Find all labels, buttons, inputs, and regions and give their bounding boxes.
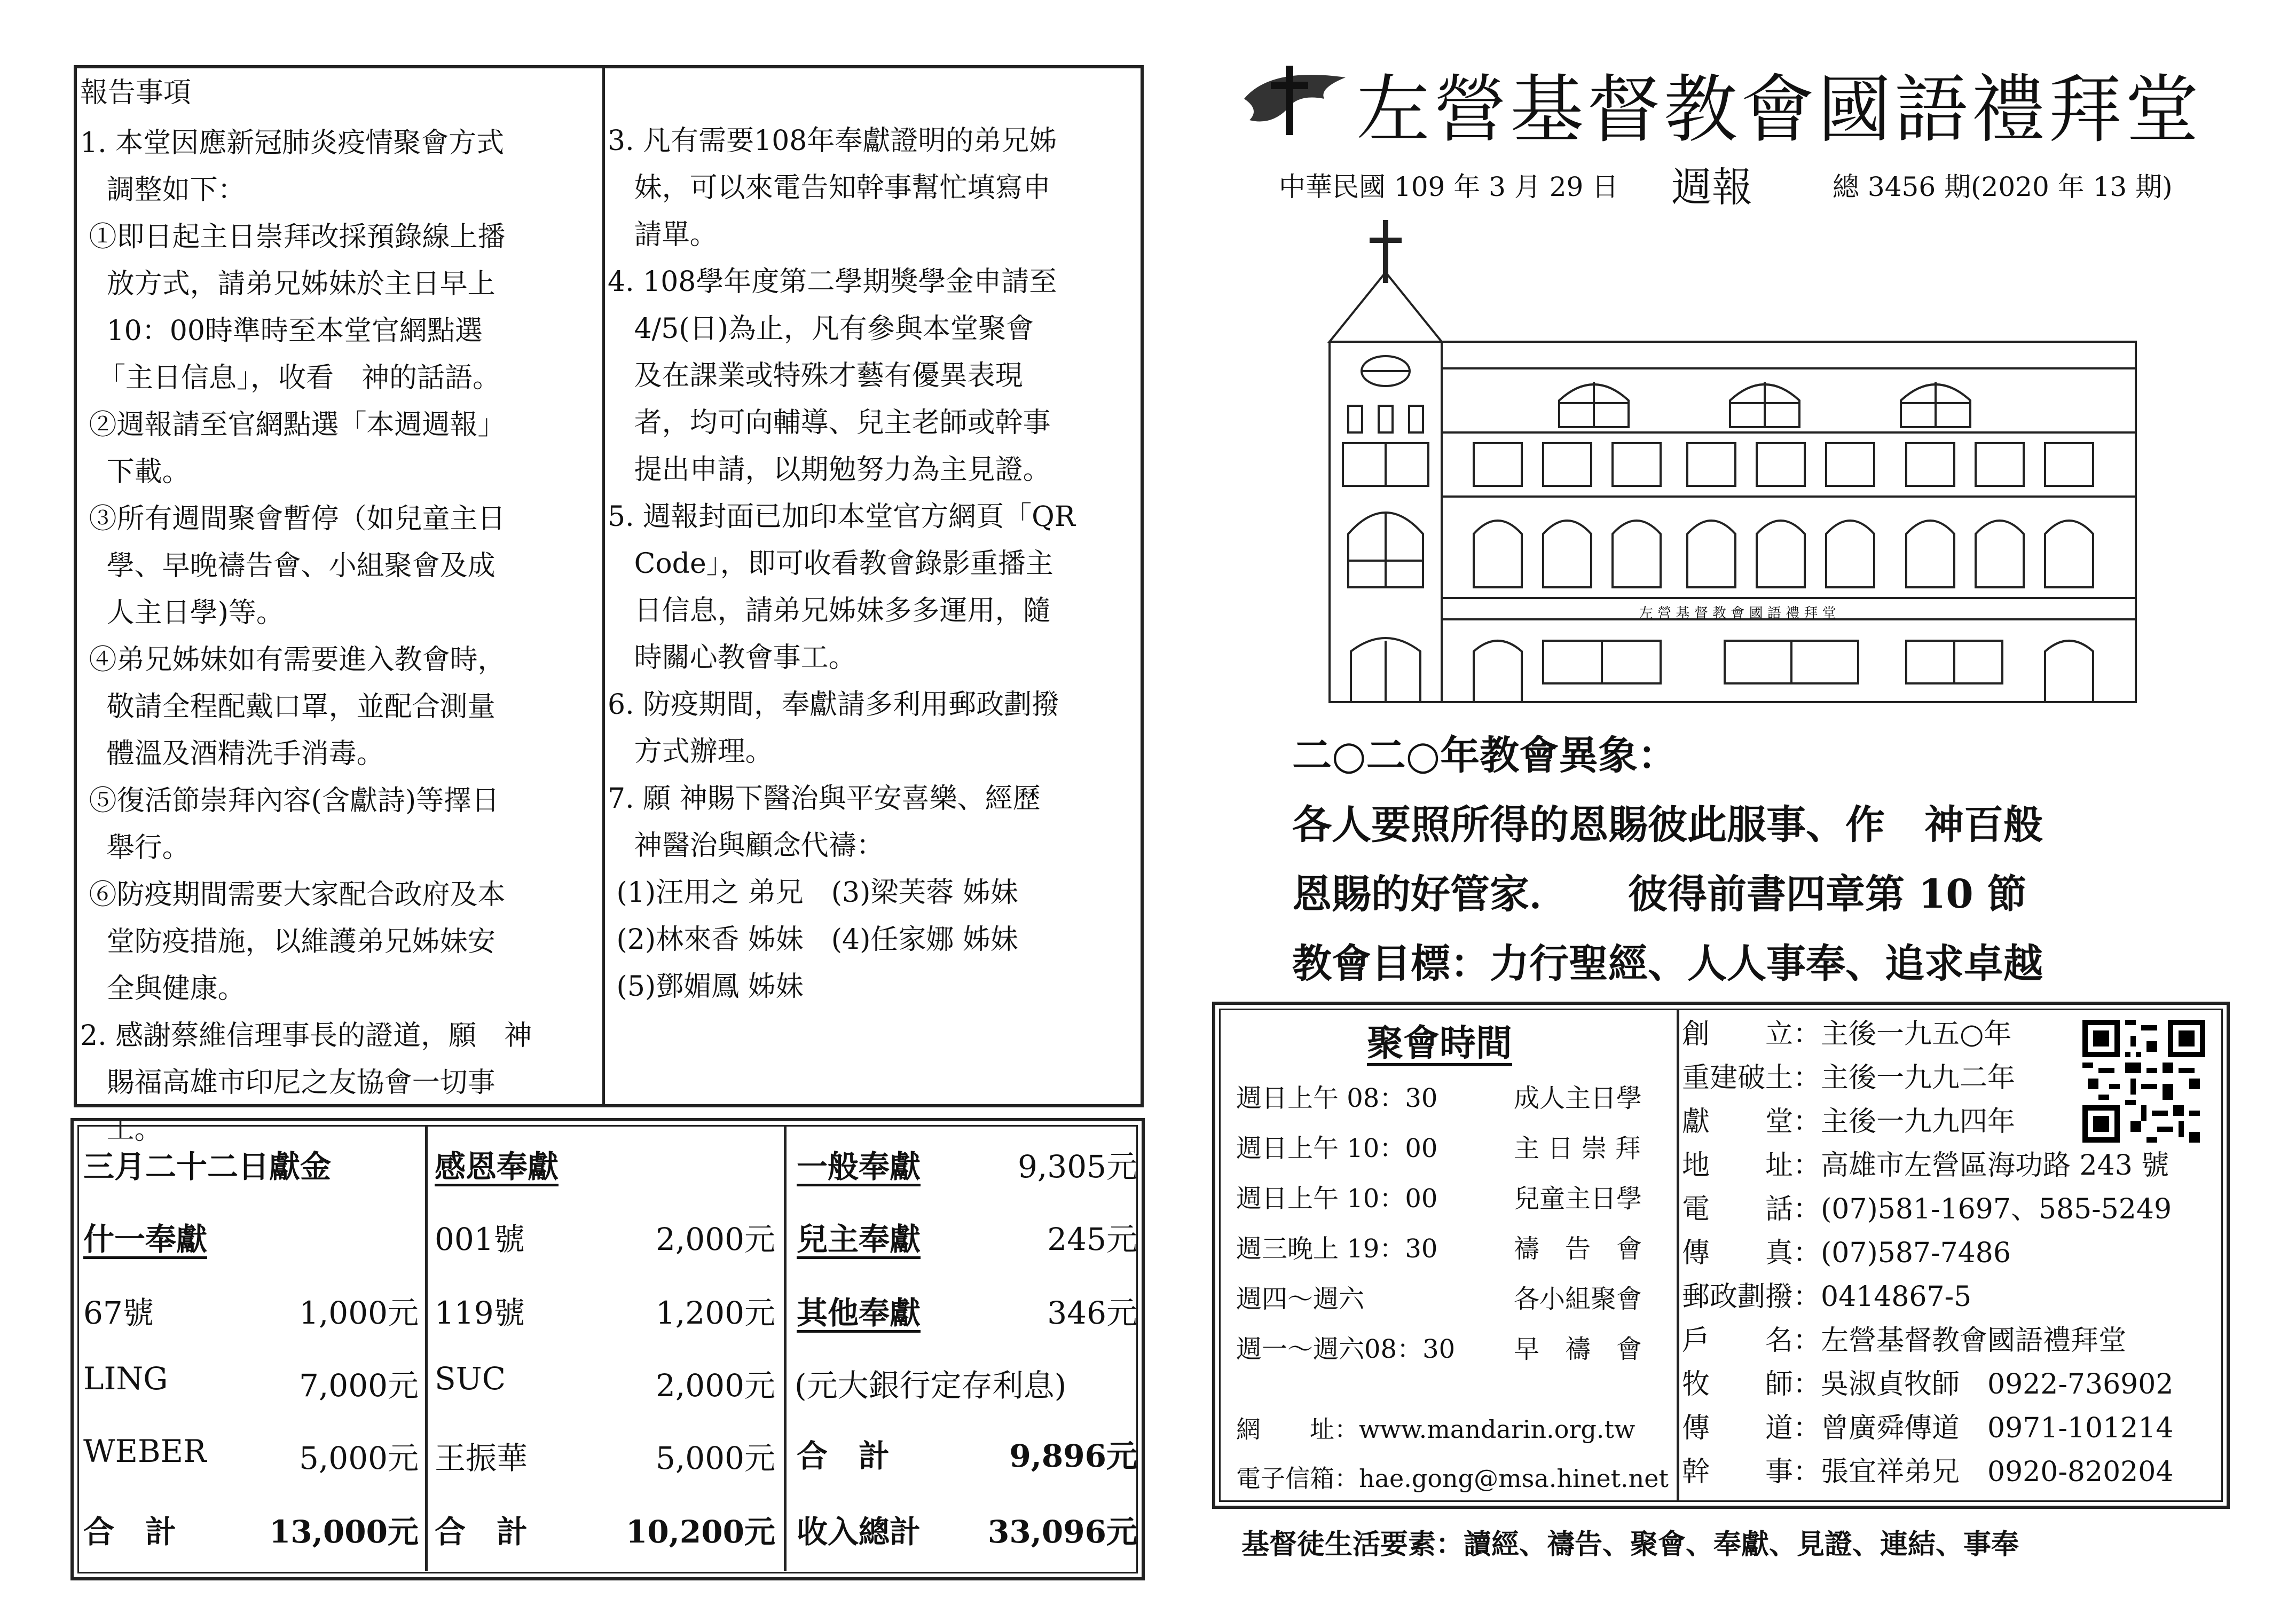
announcement-line: ⑥防疫期間需要大家配合政府及本 — [80, 879, 506, 911]
other-offering-amount: 346元 — [1047, 1295, 1137, 1331]
meeting-time: 週日上午 10：00 — [1236, 1184, 1438, 1214]
building-sign: 左 營 基 督 教 會 國 語 禮 拜 堂 — [1639, 605, 1836, 621]
general-offering-label: 一般奉獻 — [797, 1148, 921, 1185]
meeting-name: 成人主日學 — [1514, 1083, 1642, 1113]
tithe-row-amount: 5,000元 — [298, 1440, 419, 1476]
announcements-left — [80, 69, 598, 1153]
thanks-offering-title: 感恩奉獻 — [435, 1148, 559, 1185]
announcement-line: 學、早晚禱告會、小組聚會及成 — [80, 550, 496, 582]
announcement-line: ②週報請至官網點選「本週週報」 — [80, 409, 506, 441]
bulletin-issue: 總 3456 期(2020 年 13 期) — [1833, 171, 2173, 202]
announcement-line: 工。 — [80, 1114, 162, 1146]
meeting-time: 週日上午 10：00 — [1236, 1134, 1438, 1163]
church-name: 左營基督教會國語禮拜堂 — [1356, 67, 2203, 153]
church-info-line: 重建破土：主後一九九二年 — [1682, 1062, 2016, 1094]
church-goal: 教會目標：力行聖經、人人事奉、追求卓越 — [1292, 941, 2043, 987]
tithe-row-amount: 7,000元 — [298, 1367, 419, 1404]
church-info-line: 電 話：(07)581-1697、585-5249 — [1682, 1193, 2172, 1225]
announcement-line: 4. 108學年度第二學期獎學金申請至 — [608, 266, 1057, 298]
church-info-line: 戶 名：左營基督教會國語禮拜堂 — [1682, 1325, 2127, 1357]
announcement-line: 2. 感謝蔡維信理事長的證道，願 神 — [80, 1020, 532, 1052]
church-building-illustration — [1319, 214, 2152, 705]
church-info-line: 獻 堂：主後一九九四年 — [1682, 1106, 2016, 1138]
church-logo — [1239, 61, 1351, 136]
meeting-title: 聚會時間 — [1367, 1022, 1513, 1065]
announcement-line: 日信息，請弟兄姊妹多多運用，隨 — [608, 595, 1051, 627]
announcement-line: (1)汪用之 弟兄 (3)梁芙蓉 姊妹 — [608, 877, 1018, 909]
church-website: 網 址：www.mandarin.org.tw — [1236, 1415, 1635, 1444]
vision-line-1: 各人要照所得的恩賜彼此服事、作 神百般 — [1292, 802, 2043, 848]
other-offering-label: 其他奉獻 — [797, 1295, 921, 1331]
footer-christian-life: 基督徒生活要素：讀經、禱告、聚會、奉獻、見證、連結、事奉 — [1241, 1528, 2019, 1561]
tithe-row-name: 67號 — [83, 1295, 154, 1331]
meeting-name: 各小組聚會 — [1514, 1284, 1642, 1314]
bulletin-label: 週報 — [1671, 163, 1752, 211]
thanks-row-name: 119號 — [435, 1295, 525, 1331]
grand-total-label: 收入總計 — [797, 1514, 921, 1550]
qr-code[interactable] — [2082, 1020, 2205, 1143]
tithe-total-label: 合 計 — [83, 1514, 177, 1550]
announcements-right — [608, 117, 1139, 1010]
thanks-row-amount: 1,200元 — [655, 1295, 775, 1331]
meeting-row — [1236, 1174, 1663, 1224]
church-info-line: 地 址：高雄市左營區海功路 243 號 — [1682, 1150, 2169, 1182]
announcement-line: 體溫及酒精洗手消毒。 — [80, 738, 384, 770]
announcement-line: 「主日信息」，收看 神的話語。 — [80, 362, 501, 394]
church-info-line: 傳 真：(07)587-7486 — [1682, 1237, 2011, 1269]
announcement-line: 賜福高雄市印尼之友協會一切事 — [80, 1067, 496, 1099]
announcement-line: 敬請全程配戴口罩，並配合測量 — [80, 691, 496, 723]
announcement-line: 人主日學)等。 — [80, 597, 284, 629]
thanks-row-amount: 2,000元 — [655, 1367, 775, 1404]
announcement-line: 提出申請，以期勉努力為主見證。 — [608, 454, 1051, 486]
meeting-row — [1236, 1324, 1663, 1374]
tithe-row-amount: 1,000元 — [298, 1295, 419, 1331]
announcement-line: 6. 防疫期間，奉獻請多利用郵政劃撥 — [608, 689, 1060, 721]
meeting-name: 早 禱 會 — [1514, 1334, 1642, 1364]
meeting-time: 週四～週六 — [1236, 1284, 1365, 1314]
announcement-line: 全與健康。 — [80, 973, 246, 1005]
vision-title: 二○二○年教會異象： — [1292, 733, 1678, 778]
announcement-line: 神醫治與顧念代禱： — [608, 830, 884, 862]
meeting-list — [1236, 1073, 1663, 1374]
meeting-info-divider — [1677, 1009, 1679, 1501]
tithe-total: 13,000元 — [269, 1514, 419, 1550]
announcement-line: ①即日起主日崇拜改採預錄線上播 — [80, 221, 506, 253]
other-offering-note: (元大銀行定存利息) — [795, 1367, 1067, 1404]
bulletin-date: 中華民國 109 年 3 月 29 日 — [1279, 171, 1619, 202]
thanks-row-name: 001號 — [435, 1221, 525, 1257]
meeting-name: 主 日 崇 拜 — [1514, 1134, 1641, 1163]
meeting-time: 週日上午 08：30 — [1236, 1083, 1438, 1113]
church-info-line: 創 立：主後一九五○年 — [1682, 1018, 2012, 1050]
meeting-name: 禱 告 會 — [1514, 1234, 1642, 1264]
thanks-row-name: SUC — [435, 1360, 506, 1397]
vision-block — [1292, 721, 2043, 998]
meeting-time: 週三晚上 19：30 — [1236, 1234, 1438, 1264]
children-offering-amount: 245元 — [1047, 1221, 1137, 1257]
thanks-row-amount: 5,000元 — [655, 1440, 775, 1476]
col3-total-label: 合 計 — [797, 1438, 890, 1474]
meeting-row — [1236, 1073, 1663, 1123]
tithe-row-name: LING — [83, 1360, 168, 1397]
announcement-line: 堂防疫措施，以維護弟兄姊妹安 — [80, 926, 496, 958]
announcement-line: 方式辦理。 — [608, 736, 773, 768]
thanks-total: 10,200元 — [626, 1514, 775, 1550]
announcements-divider — [602, 68, 605, 1104]
grand-total: 33,096元 — [988, 1514, 1137, 1550]
thanks-row-name: 王振華 — [435, 1440, 528, 1476]
church-info-line: 傳 道：曾廣舜傳道 0971-101214 — [1682, 1412, 2174, 1444]
offering-divider-1 — [425, 1127, 428, 1571]
announcement-line: 調整如下： — [80, 174, 246, 206]
church-info-line: 幹 事：張宜祥弟兄 0920-820204 — [1682, 1456, 2174, 1488]
col3-total: 9,896元 — [1009, 1438, 1137, 1474]
announcements-title: 報告事項 — [80, 77, 192, 109]
announcement-line: 4/5(日)為止，凡有參與本堂聚會 — [608, 313, 1034, 345]
announcement-line: 及在課業或特殊才藝有優異表現 — [608, 360, 1023, 392]
announcement-line: (5)鄧媚鳳 姊妹 — [608, 971, 804, 1003]
offering-date-title: 三月二十二日獻金 — [83, 1148, 332, 1185]
announcements-left-list — [80, 120, 598, 1153]
announcement-line: 舉行。 — [80, 832, 190, 864]
announcement-line: 者，均可向輔導、兒主老師或幹事 — [608, 407, 1051, 439]
announcement-line: 妹，可以來電告知幹事幫忙填寫申 — [608, 172, 1051, 204]
tithe-row-name: WEBER — [83, 1433, 207, 1469]
thanks-row-amount: 2,000元 — [655, 1221, 775, 1257]
meeting-row — [1236, 1224, 1663, 1274]
announcement-line: 放方式，請弟兄姊妹於主日早上 — [80, 268, 496, 300]
church-info-line: 郵政劃撥：0414867-5 — [1682, 1281, 1972, 1313]
meeting-row — [1236, 1274, 1663, 1324]
announcement-line: 時關心教會事工。 — [608, 642, 856, 674]
church-info-line: 牧 師：吳淑貞牧師 0922-736902 — [1682, 1368, 2174, 1400]
meeting-time: 週一～週六08：30 — [1236, 1334, 1456, 1364]
announcement-line: 請單。 — [608, 219, 718, 251]
meeting-name: 兒童主日學 — [1514, 1184, 1642, 1214]
tithe-title: 什一奉獻 — [83, 1221, 208, 1257]
meeting-row — [1236, 1123, 1663, 1174]
children-offering-label: 兒主奉獻 — [797, 1221, 921, 1257]
general-offering-amount: 9,305元 — [1017, 1148, 1137, 1185]
announcement-line: 5. 週報封面已加印本堂官方網頁「QR — [608, 501, 1075, 533]
announcement-line: ⑤復活節崇拜內容(含獻詩)等擇日 — [80, 785, 500, 817]
announcement-line: 下載。 — [80, 456, 190, 488]
vision-line-2: 恩賜的好管家． 彼得前書四章第 10 節 — [1292, 871, 2027, 917]
announcement-line: 1. 本堂因應新冠肺炎疫情聚會方式 — [80, 127, 505, 159]
announcement-line: 3. 凡有需要108年奉獻證明的弟兄姊 — [608, 125, 1057, 157]
announcement-line: 10：00時準時至本堂官網點選 — [80, 315, 483, 347]
church-email: 電子信箱：hae.gong@msa.hinet.net — [1236, 1464, 1669, 1493]
thanks-total-label: 合 計 — [435, 1514, 528, 1550]
announcement-line: ④弟兄姊妹如有需要進入教會時， — [80, 644, 506, 676]
announcement-line: (2)林來香 姊妹 (4)任家娜 姊妹 — [608, 924, 1018, 956]
announcements-right-list — [608, 117, 1139, 1010]
announcement-line: Code」，即可收看教會錄影重播主 — [608, 548, 1053, 580]
announcement-line: 7. 願 神賜下醫治與平安喜樂、經歷 — [608, 783, 1041, 815]
announcement-line: ③所有週間聚會暫停（如兒童主日 — [80, 503, 506, 535]
offering-divider-2 — [784, 1127, 787, 1571]
